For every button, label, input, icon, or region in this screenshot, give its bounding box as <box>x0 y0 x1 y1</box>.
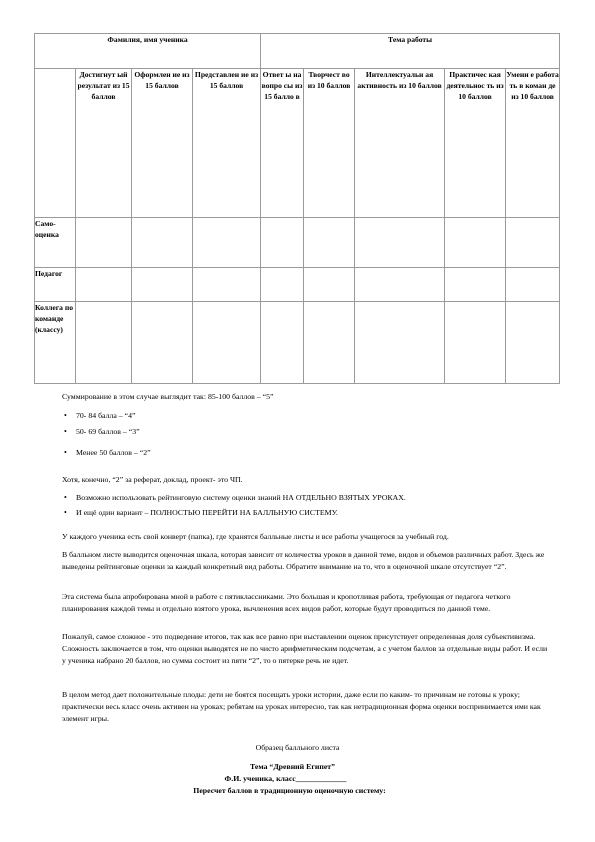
paragraph-5: В целом метод дает положительные плоды: дети не боятся посещать уроки истории, даже если по каким- то причинам не готовы к уроку; практически весь класс очень активен на уроках; ребятам на уроках интересно, так как нетрадиционная форма оценки воспринимается ими как элемент игры. <box>62 690 541 723</box>
score-cell[interactable] <box>445 268 506 302</box>
criterion-intellectual-activity: Интеллектуальн ая активность из 10 баллов <box>355 69 445 218</box>
criterion-creativity: Творчест во из 10 баллов <box>304 69 355 218</box>
score-cell[interactable] <box>132 268 193 302</box>
sample-title: Образец балльного листа <box>255 743 340 752</box>
recalc-line: Пересчет баллов в традиционную оценочную систему: <box>193 786 386 795</box>
criterion-result: Достигнут ый результат из 15 баллов <box>76 69 132 218</box>
score-cell[interactable] <box>193 302 261 384</box>
paragraph-4: Пожалуй, самое сложное - это подведение итогов, так как все равно при выставлении оценок присутствует определенная доля субъективизма. Сложность заключается в том, что оценки выводятся не по чисто арифметическим подсчетам, а с учетом баллов за отдельные виды работ. И если у ученика набрано 20 баллов, но сумма состоит из пяти “2”, то о пятерке речь не идет. <box>62 632 548 665</box>
paragraph-1: У каждого ученика есть свой конверт (папка), где хранятся балльные листы и все работы учащегося за учебный год. <box>62 532 449 541</box>
paragraph-2: В балльном листе выводится оценочная шкала, которая зависит от количества уроков в данной теме, видов и объемов различных работ. Здесь же выведены рейтинговые оценки за каждый конкретный вид работы. Обратите внимание на то, что в оценочной шкале отсутствует “2”. <box>62 550 545 571</box>
table-row <box>35 302 560 384</box>
score-cell[interactable] <box>445 302 506 384</box>
header-work-theme: Тема работы <box>261 34 560 69</box>
score-cell[interactable] <box>355 218 445 268</box>
table-header-row <box>35 34 560 69</box>
table-row <box>35 268 560 302</box>
score-cell[interactable] <box>132 302 193 384</box>
list-item: • 70- 84 балла – “4” <box>76 410 140 421</box>
score-cell[interactable] <box>76 218 132 268</box>
row-label-team-peer: Коллега по команде (классу) <box>35 302 76 384</box>
score-cell[interactable] <box>261 268 304 302</box>
list-item: • Возможно использовать рейтинговую систему оценки знаний НА ОТДЕЛЬНО ВЗЯТЫХ УРОКАХ. <box>76 492 406 503</box>
score-cell[interactable] <box>193 268 261 302</box>
criterion-practical-activity: Практичес кая деятельнос ть из 10 баллов <box>445 69 506 218</box>
score-cell[interactable] <box>76 302 132 384</box>
score-cell[interactable] <box>355 268 445 302</box>
score-cell[interactable] <box>355 302 445 384</box>
score-cell[interactable] <box>76 268 132 302</box>
note-line: Хотя, конечно, “2” за реферат, доклад, проект- это ЧП. <box>62 475 243 484</box>
score-cell[interactable] <box>506 302 560 384</box>
list-item: • Менее 50 баллов – “2” <box>76 447 151 458</box>
score-cell[interactable] <box>304 302 355 384</box>
criteria-row <box>35 69 560 218</box>
option-list <box>62 492 406 518</box>
score-cell[interactable] <box>261 302 304 384</box>
empty-cell <box>35 69 76 218</box>
table-row <box>35 218 560 268</box>
list-item: • 50- 69 баллов – “3” <box>76 426 140 437</box>
score-cell[interactable] <box>445 218 506 268</box>
score-cell[interactable] <box>261 218 304 268</box>
summary-line: Суммирование в этом случае выглядит так: 85-100 баллов – “5” <box>62 392 274 401</box>
rating-table <box>34 33 560 384</box>
score-cell[interactable] <box>506 218 560 268</box>
grade-list-low <box>62 447 151 458</box>
student-line: Ф.И. ученика, класс_____________ <box>224 774 347 783</box>
score-cell[interactable] <box>193 218 261 268</box>
criterion-answers: Ответ ы на вопро сы из 15 балло в <box>261 69 304 218</box>
score-cell[interactable] <box>132 218 193 268</box>
score-cell[interactable] <box>506 268 560 302</box>
criterion-teamwork: Умени е работа ть в коман де из 10 баллов <box>506 69 560 218</box>
row-label-teacher: Педагог <box>35 268 76 302</box>
theme-title: Тема “Древний Египет” <box>249 762 336 771</box>
score-cell[interactable] <box>304 268 355 302</box>
criterion-design: Оформлен ие из 15 баллов <box>132 69 193 218</box>
paragraph-3: Эта система была апробирована мной в работе с пятиклассниками. Это большая и кропотливая работа, требующая от педагога четкого планирования каждой темы и отдельно взятого урока, вычленения всех видов работ, которые будут проводиться по данной теме. <box>62 592 511 613</box>
criterion-presentation: Представлен ие из 15 баллов <box>193 69 261 218</box>
grade-list <box>62 410 140 437</box>
header-student-name: Фамилия, имя ученика <box>35 34 261 69</box>
score-cell[interactable] <box>304 218 355 268</box>
row-label-self-assessment: Само-оценка <box>35 218 76 268</box>
list-item: • И ещё один вариант – ПОЛНОСТЬЮ ПЕРЕЙТИ НА БАЛЛЬНУЮ СИСТЕМУ. <box>76 507 406 518</box>
